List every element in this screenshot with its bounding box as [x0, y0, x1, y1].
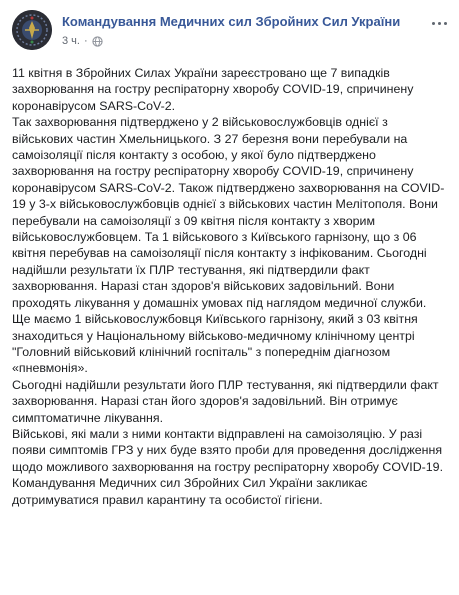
post-timestamp[interactable]: 3 ч.: [62, 35, 80, 47]
post-header: [12, 10, 449, 56]
more-options-icon[interactable]: [429, 16, 449, 30]
post-paragraph: Так захворювання підтверджено у 2 військовослужбовців однієї з військових частин Хмельницького. З 27 березня вони перебували на самоізоляції після контакту з особою, у якої було підтверджено захворювання на гостру респіраторну хворобу COVID-19, спричинену коронавірусом SARS-CoV-2. Також підтверджено захворювання на COVID-19 у 3-х військовослужбовців однієї з військових частин Мелітополя. Вони перебували на самоізоляції з 09 квітня після контакту з хворим військовослужбовцем. Та 1 військового з Київського гарнізону, що з 06 квітня перебував на самоізоляції після контакту з інфікованим. Сьогодні надійшли результати їх ПЛР тестування, які підтвердили факт захворювання. Наразі стан здоров'я військових задовільний. Вони проходять лікування у домашніх умовах під наглядом медичної служби.: [12, 115, 445, 310]
emblem-icon: [12, 10, 52, 50]
meta-separator: ·: [83, 35, 88, 47]
emblem-avatar[interactable]: [12, 10, 52, 50]
post-paragraph: 11 квітня в Збройних Силах України зареєстровано ще 7 випадків захворювання на гостру респіраторну хворобу COVID-19, спричинену коронавірусом SARS-CoV-2.: [12, 66, 414, 113]
post-paragraph: Військові, які мали з ними контакти відправлені на самоізоляцію. У разі появи симптомів ГРЗ у них буде взято проби для проведення дослідження щодо можливого захворювання на гостру респіраторну хворобу COVID-19.: [12, 426, 444, 474]
post-author-link[interactable]: Командування Медичних сил Збройних Сил України: [62, 14, 401, 29]
post-body: [12, 65, 452, 508]
post-meta: [62, 35, 103, 47]
post-paragraph: Ще маємо 1 військовослужбовця Київського гарнізону, який з 03 квітня знаходиться у Національному військово-медичному клінічному центрі "Головний військовий клінічний госпіталь" з попереднім діагнозом «пневмонія».: [12, 312, 418, 376]
post-paragraph: Командування Медичних сил Збройних Сил України закликає дотримуватися правил карантину та особистої гігієни.: [12, 476, 368, 507]
globe-icon[interactable]: [92, 36, 103, 47]
post-paragraph: Сьогодні надійшли результати його ПЛР тестування, які підтвердили факт захворювання. Наразі стан його здоров'я задовільний. Він отримує симптоматичне лікування.: [12, 377, 439, 425]
